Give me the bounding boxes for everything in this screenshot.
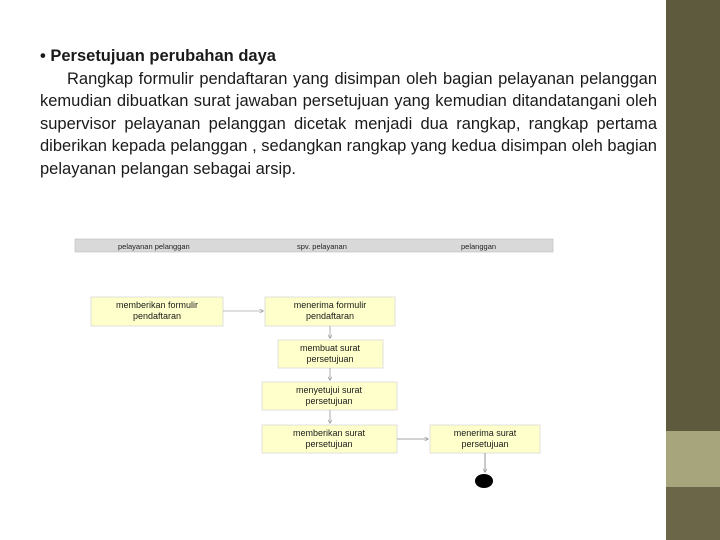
activity-memberikan-surat <box>262 425 397 453</box>
activity-label-line1: menerima formulir <box>293 300 367 310</box>
final-node <box>475 474 493 488</box>
activity-label-line2: persetujuan <box>305 396 353 406</box>
activity-memberikan-formulir <box>91 297 223 326</box>
activity-label-line2: persetujuan <box>305 439 353 449</box>
activity-menyetujui-surat <box>262 382 397 410</box>
lane-label-pelayanan: pelayanan pelanggan <box>118 242 190 251</box>
activity-label-line2: pendaftaran <box>132 311 182 321</box>
activity-label-line1: memberikan formulir <box>115 300 199 310</box>
activity-label-line1: memberikan surat <box>292 428 366 438</box>
body-paragraph: Rangkap formulir pendaftaran yang disimpan oleh bagian pelayanan pelanggan kemudian dibuatkan surat jawaban persetujuan yang kemudian ditandatangani oleh supervisor pelayanan pelanggan dicetak menjadi dua rangkap, rangkap pertama diberikan kepada pelanggan , sedangkan rangkap yang kedua disimpan oleh bagian pelayanan pelangan sebagai arsip. <box>40 69 657 178</box>
activity-label-line2: pendaftaran <box>305 311 355 321</box>
activity-label-line1: menyetujui surat <box>295 385 363 395</box>
activity-menerima-formulir <box>265 297 395 326</box>
activity-menerima-surat <box>430 425 540 453</box>
section-heading: • Persetujuan perubahan daya <box>40 47 276 65</box>
activity-label-line1: menerima surat <box>453 428 517 438</box>
activity-label-line2: persetujuan <box>461 439 509 449</box>
lane-label-pelanggan: pelanggan <box>461 242 497 251</box>
activity-label-line2: persetujuan <box>306 354 354 364</box>
lane-label-spv: spv. pelayanan <box>297 242 347 251</box>
activity-label-line1: membuat surat <box>299 343 361 353</box>
activity-membuat-surat <box>278 340 383 368</box>
